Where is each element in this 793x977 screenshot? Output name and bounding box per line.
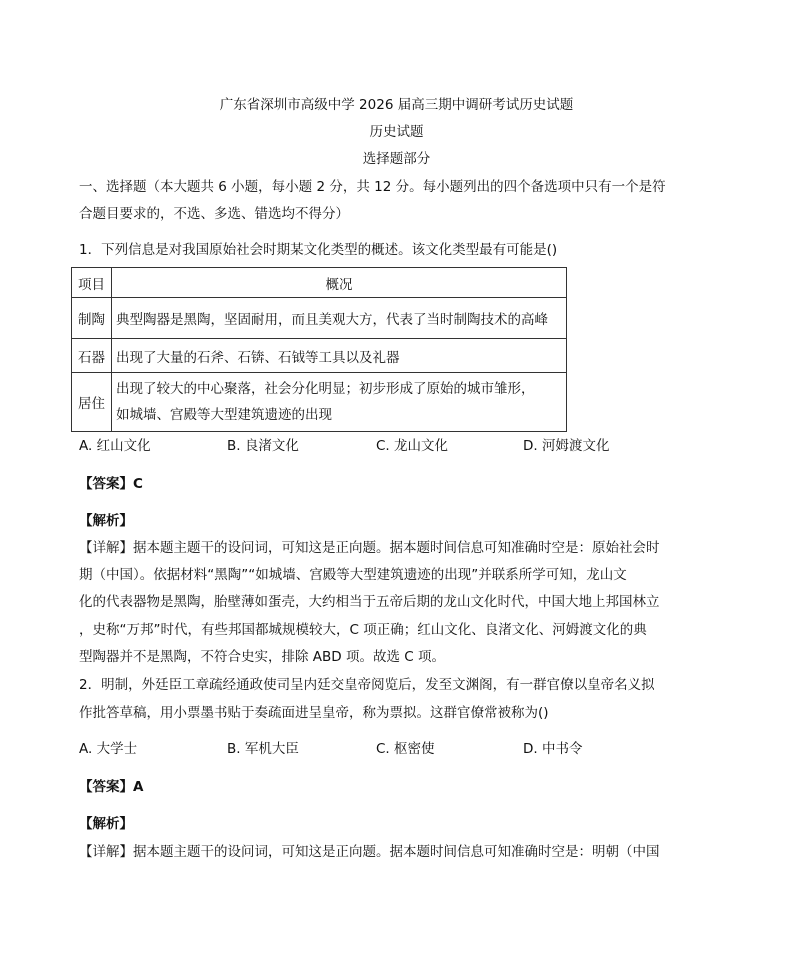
- option-d: D. 中书令: [523, 741, 583, 757]
- option-a: A. 红山文化: [79, 438, 151, 454]
- question-1-stem: 1．下列信息是对我国原始社会时期某文化类型的概述。该文化类型最有可能是(): [79, 242, 558, 258]
- analysis-line: 【详解】据本题主题干的设问词，可知这是正向题。据本题时间信息可知准确时空是：明朝（中国: [79, 844, 660, 860]
- question-2-answer: 【答案】A: [79, 779, 144, 795]
- table-row: [72, 298, 567, 339]
- option-b: B. 军机大臣: [227, 741, 299, 757]
- subject-title: 历史试题: [369, 124, 424, 140]
- question-2-analysis-title: 【解析】: [79, 816, 133, 832]
- table-header-row: [72, 268, 567, 298]
- exam-title: 广东省深圳市高级中学 2026 届高三期中调研考试历史试题: [219, 97, 574, 113]
- table-row: [72, 339, 567, 373]
- table-header-item: 项目: [72, 268, 112, 298]
- culture-info-table: [71, 267, 567, 432]
- analysis-line: 化的代表器物是黑陶，胎壁薄如蛋壳，大约相当于五帝后期的龙山文化时代，中国大地上邦国林立: [79, 594, 660, 610]
- analysis-line: 型陶器并不是黑陶，不符合史实，排除 ABD 项。故选 C 项。: [79, 649, 445, 665]
- table-cell-desc: [112, 373, 567, 432]
- table-cell-item: 居住: [72, 373, 112, 432]
- table-cell-item: 制陶: [72, 298, 112, 339]
- table-cell-desc-line: 如城墙、宫殿等大型建筑遗迹的出现: [116, 407, 332, 423]
- table-header-desc: 概况: [112, 268, 567, 298]
- option-c: C. 枢密使: [376, 741, 435, 757]
- option-c: C. 龙山文化: [376, 438, 449, 454]
- option-d: D. 河姆渡文化: [523, 438, 610, 454]
- question-1-answer: 【答案】C: [79, 476, 143, 492]
- instructions-line-2: 合题目要求的，不选、多选、错选均不得分）: [79, 206, 349, 222]
- analysis-line: 【详解】据本题主题干的设问词，可知这是正向题。据本题时间信息可知准确时空是：原始社会时: [79, 540, 660, 556]
- table-cell-item: 石器: [72, 339, 112, 373]
- analysis-line: 期（中国）。依据材料“黑陶”“如城墙、宫殿等大型建筑遗迹的出现”并联系所学可知，龙山文: [79, 567, 627, 583]
- question-2-stem-line-2: 作批答草稿，用小票墨书贴于奏疏面进呈皇帝，称为票拟。这群官僚常被称为(): [79, 705, 549, 721]
- option-b: B. 良渚文化: [227, 438, 299, 454]
- table-cell-desc-line: 出现了较大的中心聚落，社会分化明显；初步形成了原始的城市雏形，: [116, 381, 535, 397]
- table-cell-desc: 典型陶器是黑陶，坚固耐用，而且美观大方，代表了当时制陶技术的高峰: [112, 298, 567, 339]
- instructions-line-1: 一、选择题（本大题共 6 小题，每小题 2 分，共 12 分。每小题列出的四个备选项中只有一个是符: [79, 179, 666, 195]
- option-a: A. 大学士: [79, 741, 138, 757]
- table-cell-desc: 出现了大量的石斧、石锛、石钺等工具以及礼器: [112, 339, 567, 373]
- analysis-line: ，史称“万邦”时代，有些邦国都城规模较大，C 项正确；红山文化、良渚文化、河姆渡文化的典: [79, 622, 647, 638]
- question-2-stem-line-1: 2．明制，外廷臣工章疏经通政使司呈内廷交皇帝阅览后，发至文渊阁，有一群官僚以皇帝名义拟: [79, 677, 655, 693]
- question-1-analysis-title: 【解析】: [79, 513, 133, 529]
- table-row: [72, 373, 567, 432]
- section-title: 选择题部分: [362, 151, 431, 167]
